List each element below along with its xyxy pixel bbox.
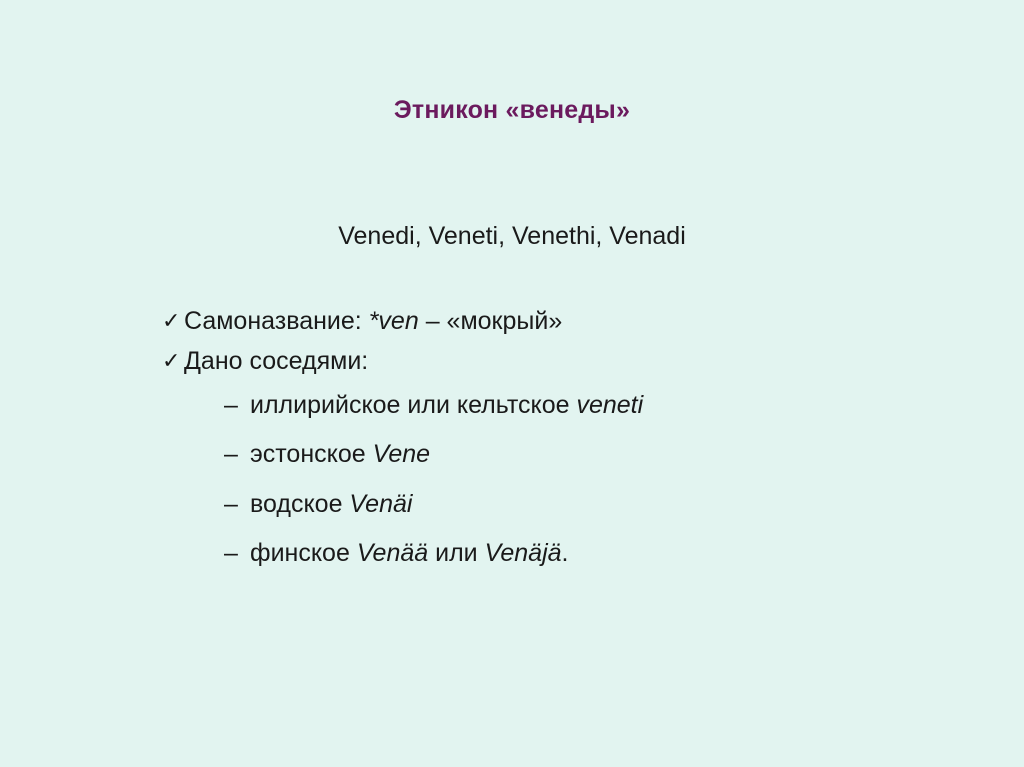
list-item <box>224 537 962 570</box>
list-item <box>224 389 962 422</box>
list-item <box>224 438 962 471</box>
content-body <box>162 305 962 587</box>
list-item <box>162 305 962 339</box>
dash-icon: – <box>224 489 238 518</box>
list-item-label: Самоназвание: *ven – «мокрый» <box>184 307 563 335</box>
dash-icon: – <box>224 390 238 419</box>
dash-icon: – <box>224 440 238 468</box>
list-item <box>224 488 962 521</box>
list-item-label: Дано соседями: <box>184 346 369 375</box>
list-item <box>162 345 962 379</box>
list-item-label: финское Venää или Venäjä. <box>250 539 569 567</box>
page-title: Этникон «венеды» <box>393 96 631 124</box>
list-item-label: эстонское Vene <box>250 440 431 468</box>
check-icon: ✓ <box>162 347 181 373</box>
sub-list <box>162 389 962 570</box>
latin-forms-line: Venedi, Veneti, Venethi, Venadi <box>338 222 686 250</box>
list-item-label: иллирийское или кельтское veneti <box>250 390 644 419</box>
dash-icon: – <box>224 539 238 567</box>
list-item-label: водское Venäi <box>250 489 413 518</box>
check-icon: ✓ <box>162 308 181 333</box>
